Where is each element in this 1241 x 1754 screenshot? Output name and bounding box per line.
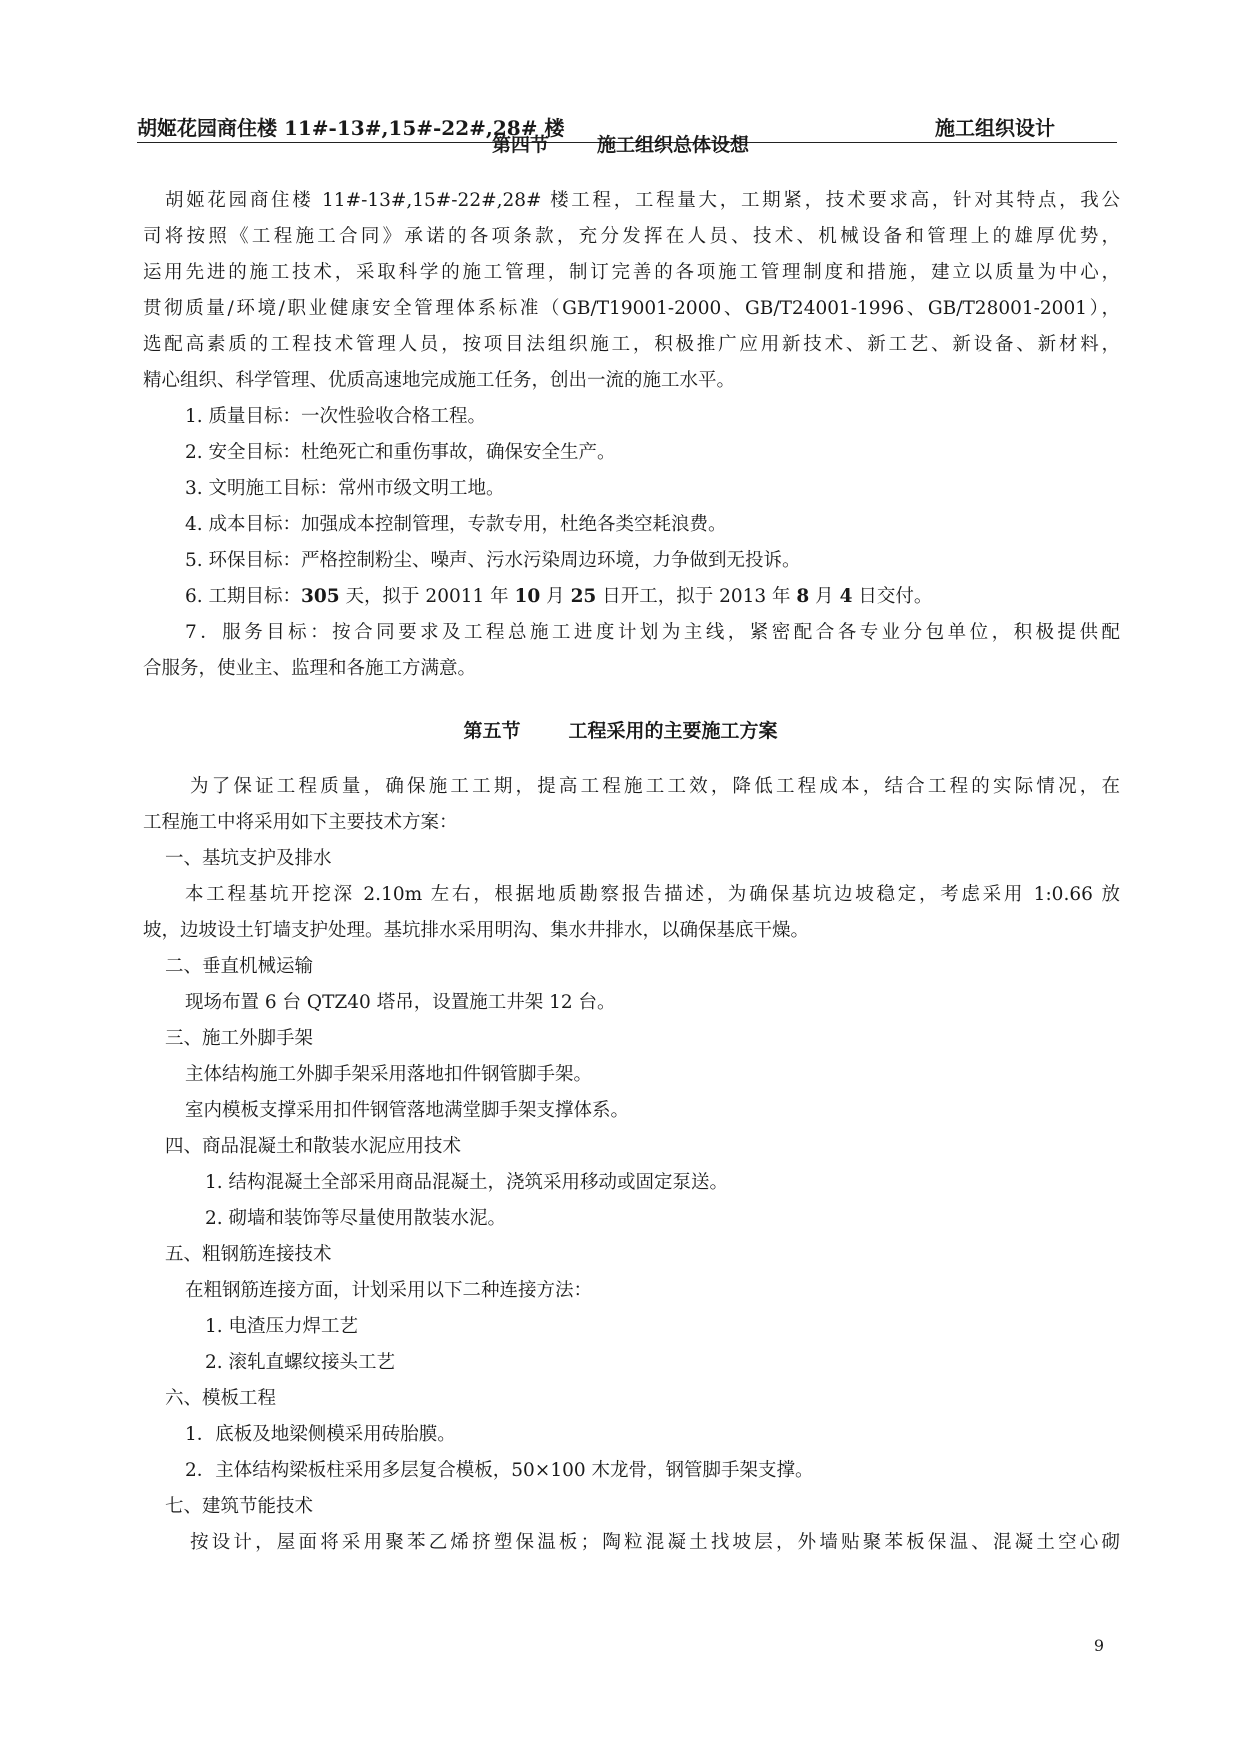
plan-text: 1．底板及地梁侧模采用砖胎膜。 xyxy=(185,1424,456,1445)
goal-item: 3. 文明施工目标：常州市级文明工地。 xyxy=(185,478,505,499)
plan-heading: 七、建筑节能技术 xyxy=(165,1496,314,1517)
section-4-intro-line: 司将按照《工程施工合同》承诺的各项条款，充分发挥在人员、技术、机械设备和管理上的雄厚优势， xyxy=(143,226,1120,247)
plan-text: 坡，边坡设土钉墙支护处理。基坑排水采用明沟、集水井排水，以确保基底干燥。 xyxy=(143,920,810,941)
goal-item: 4. 成本目标：加强成本控制管理，专款专用，杜绝各类空耗浪费。 xyxy=(185,514,727,535)
plan-text: 现场布置 6 台 QTZ40 塔吊，设置施工井架 12 台。 xyxy=(185,992,616,1013)
goal-item-schedule: 6. 工期目标：305 天，拟于 20011 年 10 月 25 日开工，拟于 2013 年 8 月 4 日交付。 xyxy=(185,586,933,607)
plan-text: 本工程基坑开挖深 2.10m 左右，根据地质勘察报告描述，为确保基坑边坡稳定，考虑采用 1:0.66 放 xyxy=(185,884,1120,905)
section-4-intro-line: 精心组织、科学管理、优质高速地完成施工任务，创出一流的施工水平。 xyxy=(143,370,736,391)
header-doc-type: 施工组织设计 xyxy=(935,116,1055,140)
plan-text: 2. 砌墙和装饰等尽量使用散装水泥。 xyxy=(205,1208,507,1229)
plan-text: 主体结构施工外脚手架采用落地扣件钢管脚手架。 xyxy=(185,1064,593,1085)
goal-item: 2. 安全目标：杜绝死亡和重伤事故，确保安全生产。 xyxy=(185,442,616,463)
plan-text: 按设计，屋面将采用聚苯乙烯挤塑保温板；陶粒混凝土找坡层，外墙贴聚苯板保温、混凝土空心砌 xyxy=(190,1532,1120,1553)
section-4-intro-line: 选配高素质的工程技术管理人员，按项目法组织施工，积极推广应用新技术、新工艺、新设备、新材料， xyxy=(143,334,1120,355)
section-4-intro-line: 胡姬花园商住楼 11#-13#,15#-22#,28# 楼工程，工程量大，工期紧，技术要求高，针对其特点，我公 xyxy=(165,190,1120,211)
page-number: 9 xyxy=(1093,1636,1104,1655)
plan-text: 2. 滚轧直螺纹接头工艺 xyxy=(205,1352,396,1373)
plan-heading: 四、商品混凝土和散装水泥应用技术 xyxy=(165,1136,462,1157)
section-5-number: 第五节 xyxy=(463,720,521,742)
plan-heading: 一、基坑支护及排水 xyxy=(165,848,332,869)
section-5-intro-line: 为了保证工程质量，确保施工工期，提高工程施工工效，降低工程成本，结合工程的实际情况，在 xyxy=(190,776,1120,797)
section-5-intro-line: 工程施工中将采用如下主要技术方案： xyxy=(143,812,458,833)
plan-heading: 二、垂直机械运输 xyxy=(165,956,314,977)
section-4-heading: 施工组织总体设想 xyxy=(597,134,750,156)
goal-item: 1. 质量目标：一次性验收合格工程。 xyxy=(185,406,487,427)
header-project-title: 胡姬花园商住楼 11#-13#,15#-22#,28# 楼 xyxy=(137,116,565,140)
plan-heading: 六、模板工程 xyxy=(165,1388,277,1409)
plan-text: 在粗钢筋连接方面，计划采用以下二种连接方法： xyxy=(185,1280,593,1301)
section-4-intro-line: 贯彻质量/环境/职业健康安全管理体系标准（GB/T19001-2000、GB/T24001-1996、GB/T28001-2001）， xyxy=(143,298,1120,319)
plan-heading: 三、施工外脚手架 xyxy=(165,1028,314,1049)
header-building-numbers: 11#-13#,15#-22#,28# xyxy=(283,116,538,140)
goal-item-service: 合服务，使业主、监理和各施工方满意。 xyxy=(143,658,477,679)
section-4-intro-line: 运用先进的施工技术，采取科学的施工管理，制订完善的各项施工管理制度和措施，建立以质量为中心， xyxy=(143,262,1120,283)
plan-text: 2．主体结构梁板柱采用多层复合模板，50×100 木龙骨，钢管脚手架支撑。 xyxy=(185,1460,814,1481)
plan-text: 1. 结构混凝土全部采用商品混凝土，浇筑采用移动或固定泵送。 xyxy=(205,1172,729,1193)
section-4-number: 第四节 xyxy=(491,134,549,156)
section-5-title xyxy=(0,716,1241,743)
goal-item-service: 7．服务目标：按合同要求及工程总施工进度计划为主线，紧密配合各专业分包单位，积极提供配 xyxy=(185,622,1120,643)
section-5-heading: 工程采用的主要施工方案 xyxy=(568,720,778,742)
section-4-title xyxy=(0,130,1241,157)
plan-heading: 五、粗钢筋连接技术 xyxy=(165,1244,332,1265)
goal-item: 5. 环保目标：严格控制粉尘、噪声、污水污染周边环境，力争做到无投诉。 xyxy=(185,550,801,571)
plan-text: 室内模板支撑采用扣件钢管落地满堂脚手架支撑体系。 xyxy=(185,1100,630,1121)
plan-text: 1. 电渣压力焊工艺 xyxy=(205,1316,359,1337)
